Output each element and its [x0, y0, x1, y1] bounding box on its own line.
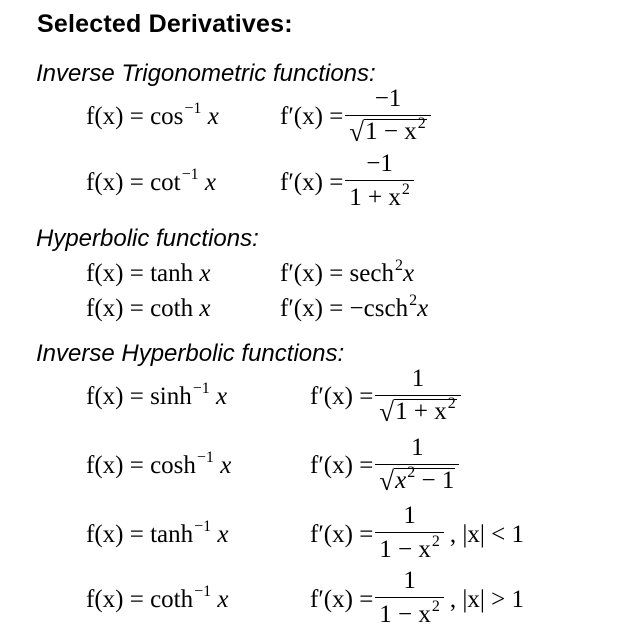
section-heading-hyperbolic: Hyperbolic functions:: [36, 225, 259, 252]
page-title: Selected Derivatives:: [37, 10, 293, 38]
derivative-fraction: [345, 86, 430, 148]
formula-arccot: [86, 150, 416, 213]
function-lhs: f(x) = coth: [86, 295, 194, 322]
derivative-text: f′(x) = −csch: [280, 295, 409, 322]
function-exponent: −1: [194, 583, 212, 600]
formula-arcoth: [86, 567, 525, 630]
function-lhs: f(x) = sinh: [86, 383, 192, 410]
fraction-denominator: [345, 115, 430, 148]
function-argument: x: [217, 521, 229, 548]
denominator-text: 1 − x: [379, 601, 431, 628]
formula-arccos: [86, 87, 433, 147]
domain-condition: , |x| < 1: [449, 521, 525, 548]
function-definition: [86, 295, 280, 323]
sqrt-icon: √: [349, 117, 365, 147]
denominator-text: 1 + x: [349, 184, 401, 211]
derivative-text: f′(x) = sech: [280, 260, 394, 287]
formula-coth: [86, 293, 428, 325]
derivative-lhs: f′(x) =: [310, 383, 374, 410]
sqrt-icon: √: [379, 466, 395, 496]
function-lhs: f(x) = cot: [86, 169, 181, 196]
function-argument: x: [217, 586, 229, 613]
function-definition: [86, 100, 280, 131]
derivative-lhs: f′(x) =: [310, 521, 374, 548]
denominator-exponent: 2: [431, 533, 440, 550]
fraction-denominator: [375, 464, 459, 497]
derivative-fraction: [375, 435, 459, 497]
function-argument: x: [207, 103, 219, 130]
derivative-fraction: [345, 151, 414, 215]
formula-arcosh: [86, 436, 461, 496]
derivative-fraction: [375, 503, 444, 567]
denominator-exponent: 2: [407, 464, 416, 481]
function-definition: [86, 518, 310, 549]
sqrt-icon: √: [379, 397, 395, 427]
formula-artanh: [86, 502, 525, 565]
derivative-argument: x: [402, 260, 415, 287]
function-lhs: f(x) = coth: [86, 586, 194, 613]
denominator-exponent: 2: [447, 395, 456, 412]
function-definition: [86, 380, 310, 411]
denominator-text: 1 + x: [395, 398, 447, 425]
function-exponent: −1: [192, 380, 210, 397]
denominator-exponent: 2: [417, 115, 426, 132]
derivative-expression: [280, 257, 415, 288]
function-exponent: −1: [194, 518, 212, 535]
fraction-denominator: [375, 597, 444, 632]
function-exponent: −1: [196, 449, 214, 466]
function-argument: x: [216, 383, 228, 410]
denominator-tail: − 1: [415, 467, 455, 494]
denominator-text: x: [395, 467, 407, 494]
function-definition: [86, 260, 280, 288]
denominator-text: 1 − x: [365, 118, 417, 145]
derivative-fraction: [375, 568, 444, 632]
fraction-denominator: [345, 180, 414, 215]
function-argument: x: [199, 295, 211, 322]
section-heading-inverse-trig: Inverse Trigonometric functions:: [36, 60, 376, 87]
function-definition: [86, 166, 280, 197]
derivative-exponent: 2: [409, 292, 418, 309]
denominator-exponent: 2: [431, 598, 440, 615]
fraction-denominator: [375, 395, 460, 428]
function-argument: x: [220, 452, 232, 479]
function-exponent: −1: [184, 100, 202, 117]
fraction-numerator: −1: [374, 85, 402, 112]
function-lhs: f(x) = tanh: [86, 260, 194, 287]
fraction-numerator: 1: [403, 567, 416, 594]
function-definition: [86, 583, 310, 614]
derivative-exponent: 2: [394, 257, 403, 274]
section-heading-inverse-hyperbolic: Inverse Hyperbolic functions:: [36, 340, 345, 367]
domain-condition: , |x| > 1: [449, 586, 525, 613]
fraction-denominator: [375, 532, 444, 567]
denominator-exponent: 2: [401, 181, 410, 198]
denominator-text: 1 − x: [379, 536, 431, 563]
derivative-lhs: f′(x) =: [280, 169, 344, 196]
function-definition: [86, 449, 310, 480]
derivative-lhs: f′(x) =: [280, 103, 344, 130]
derivative-fraction: [375, 366, 460, 428]
fraction-numerator: −1: [366, 150, 393, 177]
function-lhs: f(x) = cos: [86, 103, 184, 130]
derivative-lhs: f′(x) =: [310, 452, 374, 479]
derivative-expression: [280, 292, 429, 323]
derivative-argument: x: [417, 295, 429, 322]
formula-tanh: [86, 258, 414, 290]
fraction-numerator: 1: [411, 434, 424, 461]
formula-arsinh: [86, 367, 463, 427]
fraction-numerator: 1: [411, 365, 425, 392]
function-argument: x: [199, 260, 211, 287]
function-lhs: f(x) = cosh: [86, 452, 196, 479]
function-argument: x: [204, 169, 217, 196]
function-lhs: f(x) = tanh: [86, 521, 194, 548]
function-exponent: −1: [181, 166, 199, 183]
fraction-numerator: 1: [403, 502, 416, 529]
derivative-lhs: f′(x) =: [310, 586, 374, 613]
